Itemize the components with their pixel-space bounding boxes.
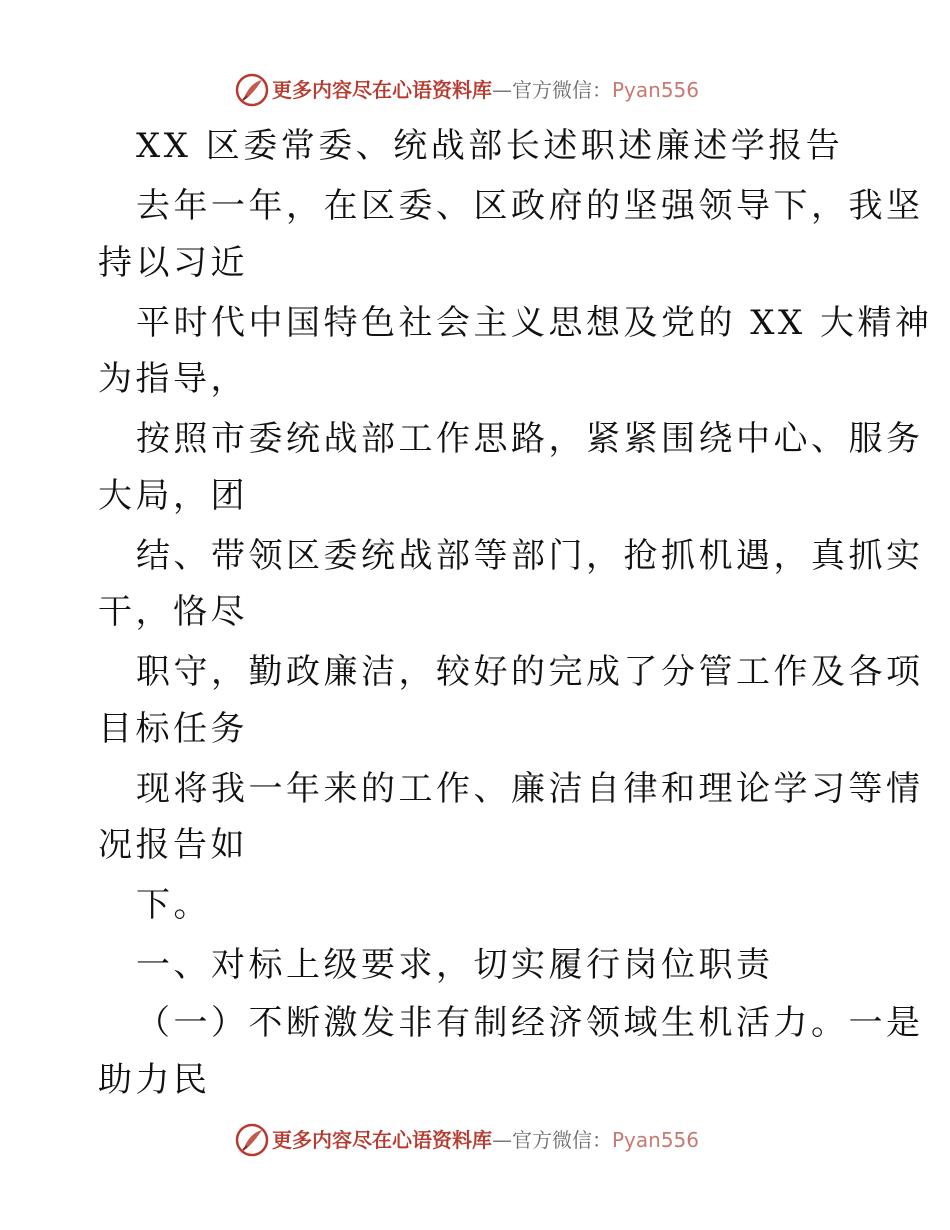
paragraph-line: 干，恪尽 bbox=[98, 592, 248, 632]
paragraph-line: 下。 bbox=[136, 885, 211, 925]
watermark-dash: — bbox=[492, 78, 512, 102]
watermark-brand: 更多内容尽在心语资料库 bbox=[272, 78, 492, 102]
paragraph-line: 为指导， bbox=[98, 359, 248, 399]
paragraph-line: 去年一年，在区委、区政府的坚强领导下，我坚 bbox=[136, 186, 924, 226]
watermark-text bbox=[272, 1128, 699, 1152]
paragraph-line: 助力民 bbox=[98, 1060, 211, 1100]
paragraph-line: 现将我一年来的工作、廉洁自律和理论学习等情 bbox=[136, 769, 924, 809]
watermark-text bbox=[272, 78, 699, 102]
section-heading: 一、对标上级要求，切实履行岗位职责 bbox=[136, 945, 774, 985]
paragraph-line: 职守，勤政廉洁，较好的完成了分管工作及各项 bbox=[136, 652, 924, 692]
paragraph-line: 平时代中国特色社会主义思想及党的 XX 大精神 bbox=[136, 303, 933, 343]
header-watermark bbox=[0, 70, 950, 110]
footer-watermark bbox=[0, 1120, 950, 1160]
watermark-wechat-id: Pyan556 bbox=[612, 78, 700, 102]
paragraph-line: 目标任务 bbox=[98, 709, 248, 749]
watermark-brand: 更多内容尽在心语资料库 bbox=[272, 1128, 492, 1152]
watermark-dash: — bbox=[492, 1128, 512, 1152]
watermark-wechat-label: 官方微信： bbox=[512, 78, 612, 102]
paragraph-line: 持以习近 bbox=[98, 243, 248, 283]
feather-pen-logo-icon bbox=[234, 72, 270, 108]
subsection-heading: （一）不断激发非有制经济领域生机活力。一是 bbox=[136, 1003, 924, 1043]
paragraph-line: 按照市委统战部工作思路，紧紧围绕中心、服务 bbox=[136, 419, 924, 459]
feather-pen-logo-icon bbox=[234, 1122, 270, 1158]
document-title: XX 区委常委、统战部长述职述廉述学报告 bbox=[136, 126, 844, 166]
paragraph-line: 结、带领区委统战部等部门，抢抓机遇，真抓实 bbox=[136, 536, 924, 576]
watermark-wechat-label: 官方微信： bbox=[512, 1128, 612, 1152]
paragraph-line: 大局，团 bbox=[98, 476, 248, 516]
paragraph-line: 况报告如 bbox=[98, 825, 248, 865]
watermark-wechat-id: Pyan556 bbox=[612, 1128, 700, 1152]
